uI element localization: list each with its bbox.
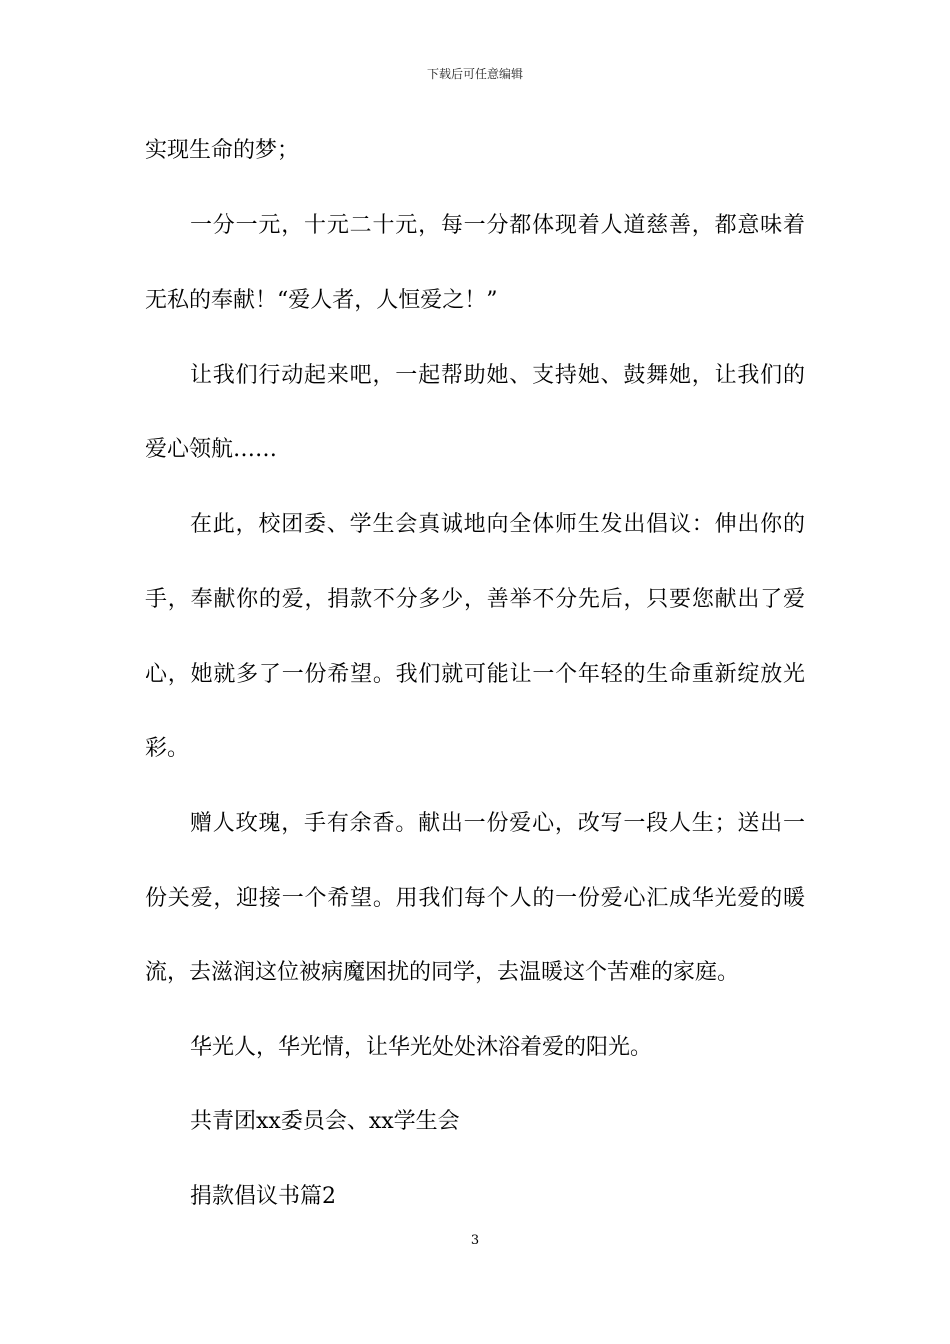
body-line: 流，去滋润这位被病魔困扰的同学，去温暖这个苦难的家庭。 [145, 960, 740, 985]
body-line: 手，奉献你的爱，捐款不分多少，善举不分先后，只要您献出了爱 [145, 587, 805, 612]
page-header: 下载后可任意编辑 [426, 67, 523, 81]
body-line: 实现生命的梦； [145, 138, 300, 163]
body-line: 在此，校团委、学生会真诚地向全体师生发出倡议：伸出你的 [190, 512, 805, 537]
page-number: 3 [470, 1233, 480, 1248]
body-line: 一分一元，十元二十元，每一分都体现着人道慈善，都意味着 [190, 213, 805, 238]
body-line: 爱心领航…… [145, 437, 278, 462]
section-title: 捐款倡议书篇2 [190, 1184, 336, 1209]
body-line: 无私的奉献！“爱人者，人恒爱之！” [145, 288, 498, 313]
body-line: 心，她就多了一份希望。我们就可能让一个年轻的生命重新绽放光 [145, 662, 805, 687]
body-line: 份关爱，迎接一个希望。用我们每个人的一份爱心汇成华光爱的暖 [145, 886, 805, 911]
body-line: 赠人玫瑰，手有余香。献出一份爱心，改写一段人生；送出一 [190, 811, 805, 836]
signature-line: 共青团xx委员会、xx学生会 [190, 1109, 460, 1134]
body-line: 让我们行动起来吧，一起帮助她、支持她、鼓舞她，让我们的 [190, 363, 805, 388]
body-line: 华光人，华光情，让华光处处沐浴着爱的阳光。 [190, 1035, 653, 1060]
body-line: 彩。 [145, 736, 190, 761]
